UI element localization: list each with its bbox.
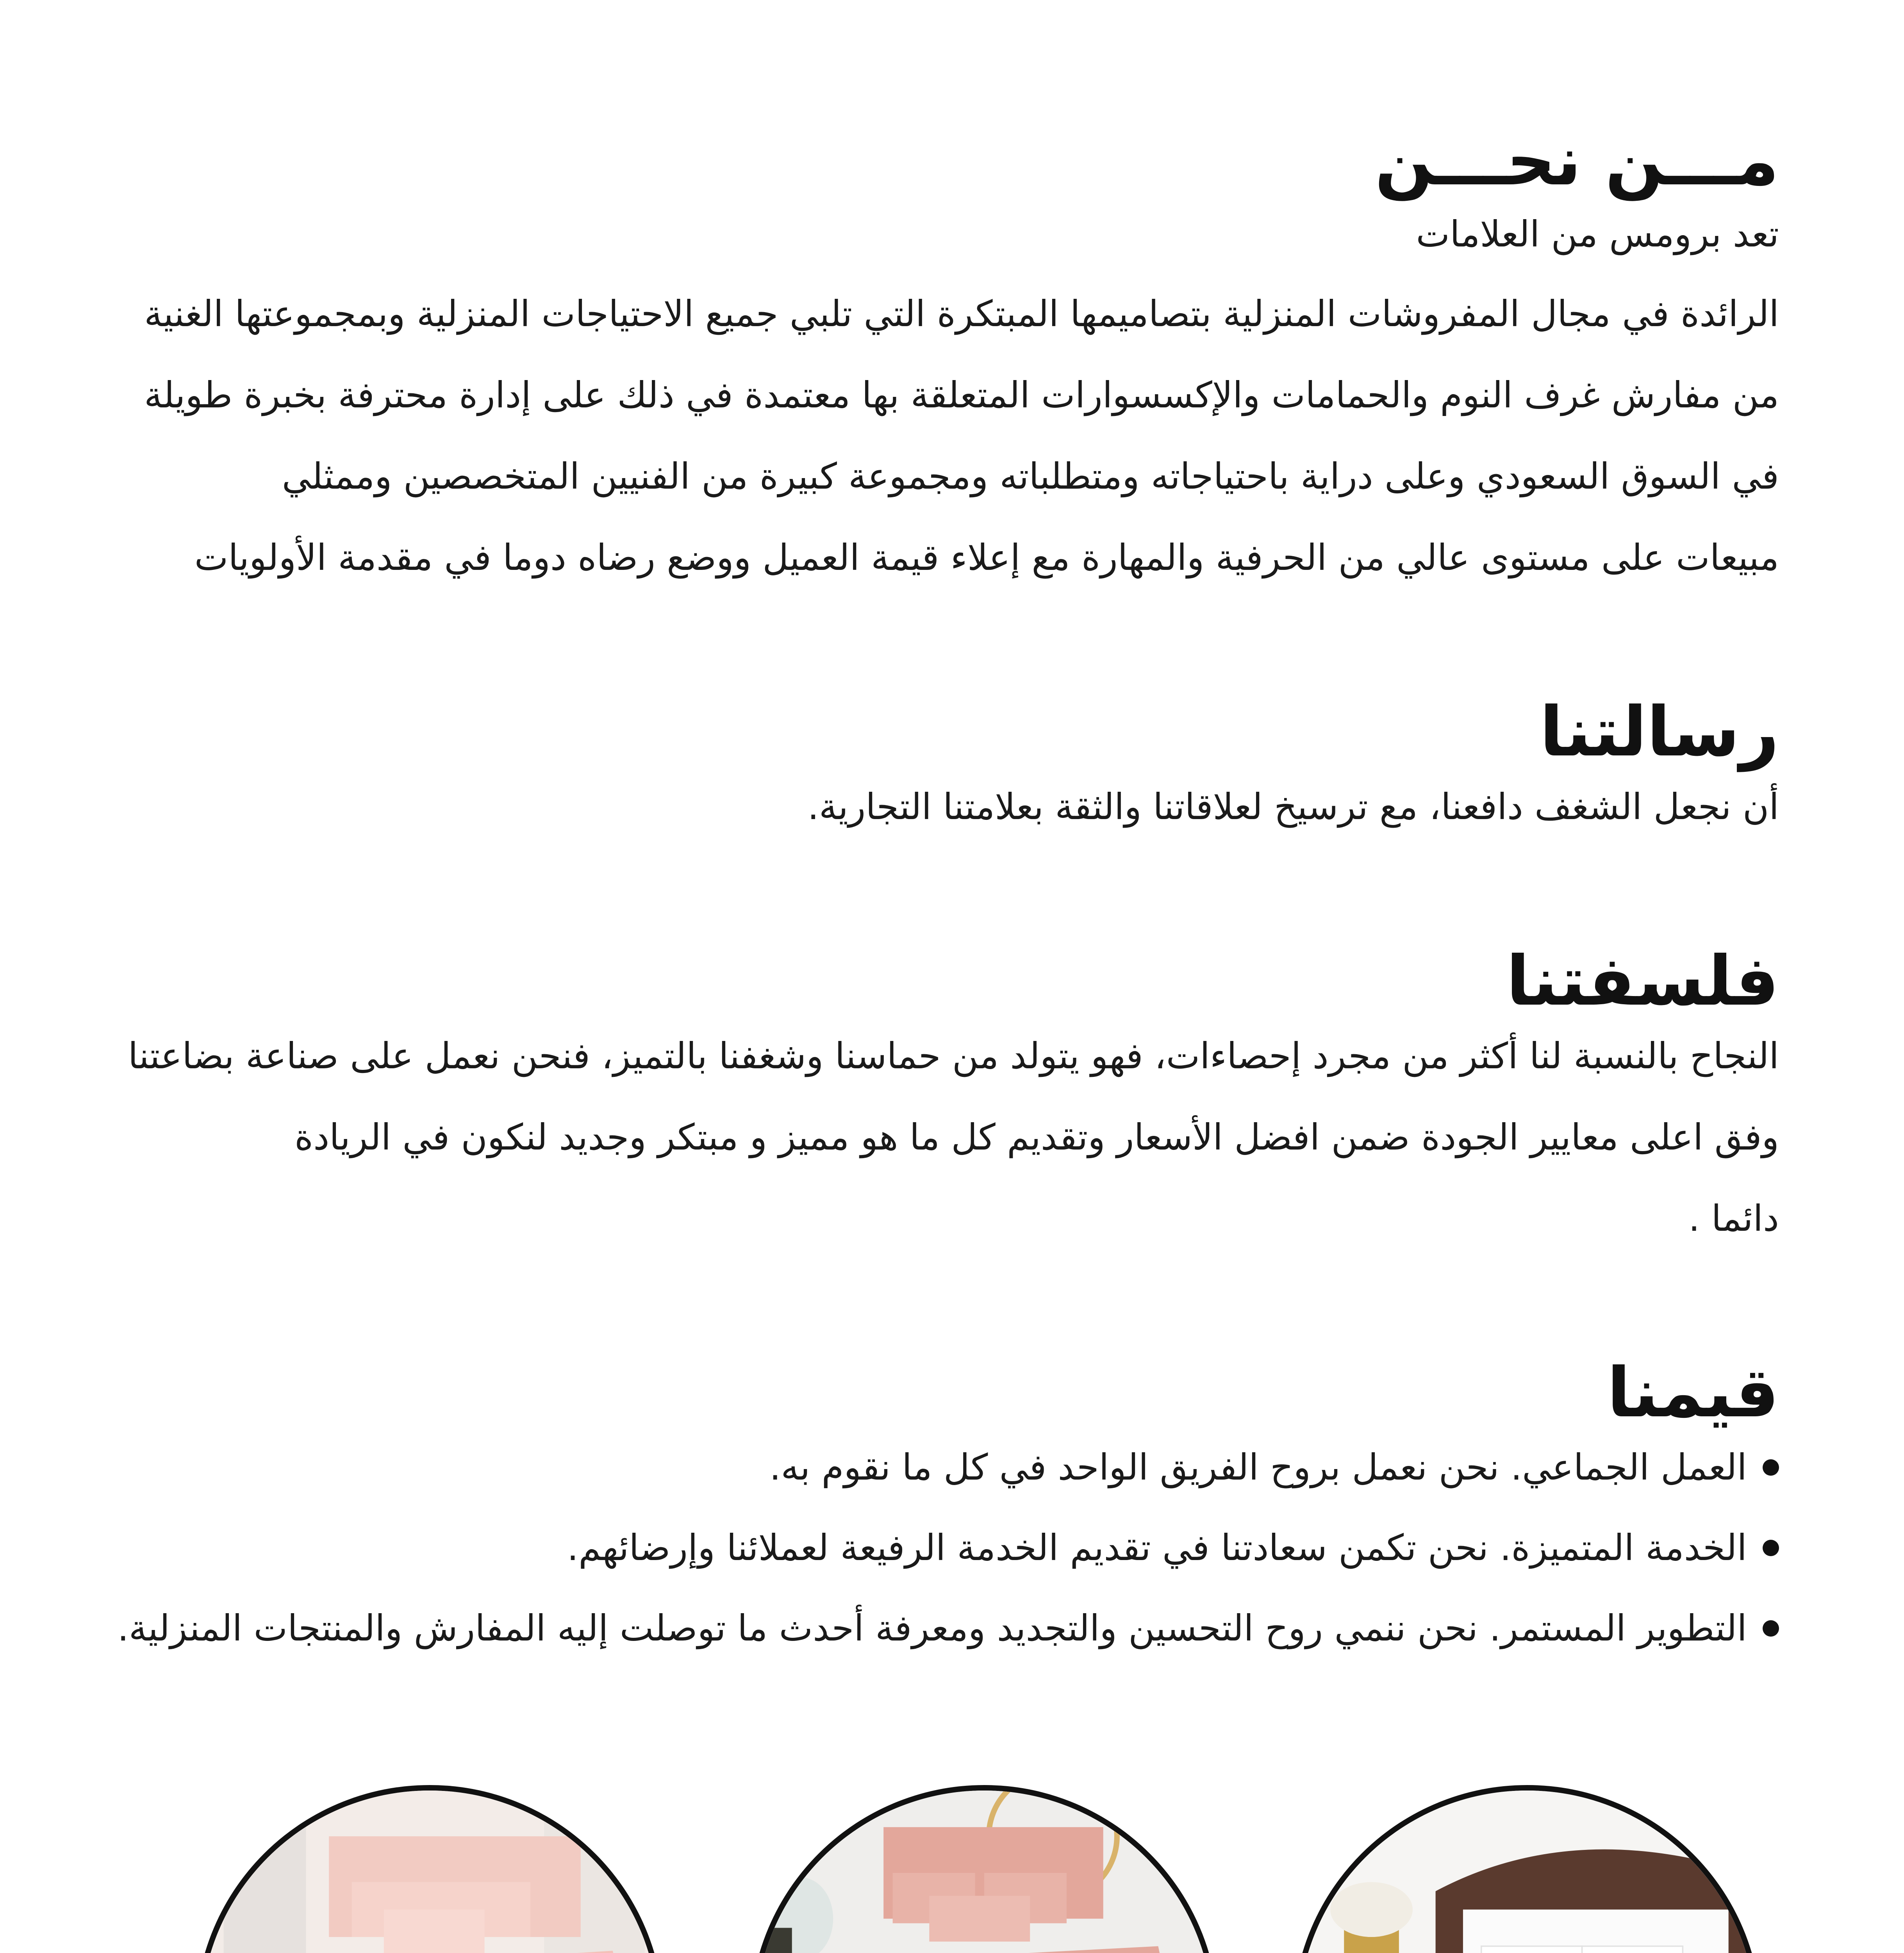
- about-heading-wrap: [43, 105, 1779, 201]
- pink-bedding-photo: [195, 1785, 664, 1953]
- values-heading-wrap: [43, 1337, 1779, 1433]
- blush-bedding-photo: [750, 1785, 1219, 1953]
- bullet-icon: [1763, 1459, 1779, 1476]
- about-line: مبيعات على مستوى عالي من الحرفية والمهارة مع إعلاء قيمة العميل ووضع رضاه دوما في مقدمة الأولويات: [194, 537, 1779, 578]
- about-line: في السوق السعودي وعلى دراية باحتياجاته ومتطلباته ومجموعة كبيرة من الفنيين المتخصصين وممثلي: [282, 455, 1779, 497]
- about-line: تعد برومس من العلامات: [1416, 213, 1779, 255]
- philosophy-section: [43, 926, 1779, 1259]
- philosophy-line: دائما .: [1688, 1198, 1779, 1239]
- value-item: [43, 1508, 1779, 1588]
- mission-heading: رسالتنا: [1540, 693, 1779, 772]
- content-column: [43, 105, 1779, 1669]
- values-heading: قيمنا: [1607, 1353, 1779, 1433]
- white-bedding-photo: [1293, 1785, 1761, 1953]
- about-line: الرائدة في مجال المفروشات المنزلية بتصاميمها المبتكرة التي تلبي جميع الاحتياجات المنزلية وبمجموعتها الغنية: [144, 293, 1779, 335]
- white-bedding-illustration: [1298, 1791, 1756, 1953]
- value-item: [43, 1427, 1779, 1508]
- philosophy-heading-wrap: [43, 926, 1779, 1021]
- values-section: [43, 1337, 1779, 1669]
- about-heading: مـــن نحـــن: [1375, 121, 1779, 201]
- philosophy-heading: فلسفتنا: [1506, 942, 1779, 1021]
- philosophy-line: وفق اعلى معايير الجودة ضمن افضل الأسعار وتقديم كل ما هو مميز و مبتكر وجديد لنكون في الريادة: [294, 1116, 1779, 1158]
- values-list: [43, 1427, 1779, 1669]
- value-item-text: العمل الجماعي. نحن نعمل بروح الفريق الواحد في كل ما نقوم به.: [769, 1446, 1747, 1488]
- philosophy-line: النجاح بالنسبة لنا أكثر من مجرد إحصاءات، فهو يتولد من حماسنا وشغفنا بالتميز، فنحن نعمل على صناعة بضاعتنا: [128, 1035, 1779, 1077]
- bullet-icon: [1763, 1620, 1779, 1637]
- pink-bedding-illustration: [201, 1791, 658, 1953]
- value-item: [43, 1588, 1779, 1669]
- mission-section: [43, 677, 1779, 848]
- about-section: [43, 105, 1779, 598]
- value-item-text: التطوير المستمر. نحن ننمي روح التحسين والتجديد ومعرفة أحدث ما توصلت إليه المفارش والمنتجات المنزلية.: [117, 1607, 1747, 1649]
- value-item-text: الخدمة المتميزة. نحن تكمن سعادتنا في تقديم الخدمة الرفيعة لعملائنا وإرضائهم.: [567, 1527, 1747, 1569]
- mission-line: أن نجعل الشغف دافعنا، مع ترسيخ لعلاقاتنا والثقة بعلامتنا التجارية.: [807, 786, 1779, 828]
- mission-heading-wrap: [43, 677, 1779, 772]
- about-line: من مفارش غرف النوم والحمامات والإكسسوارات المتعلقة بها معتمدة في ذلك على إدارة محترفة بخبرة طويلة: [144, 374, 1779, 416]
- bullet-icon: [1763, 1540, 1779, 1556]
- blush-bedding-illustration: [755, 1791, 1213, 1953]
